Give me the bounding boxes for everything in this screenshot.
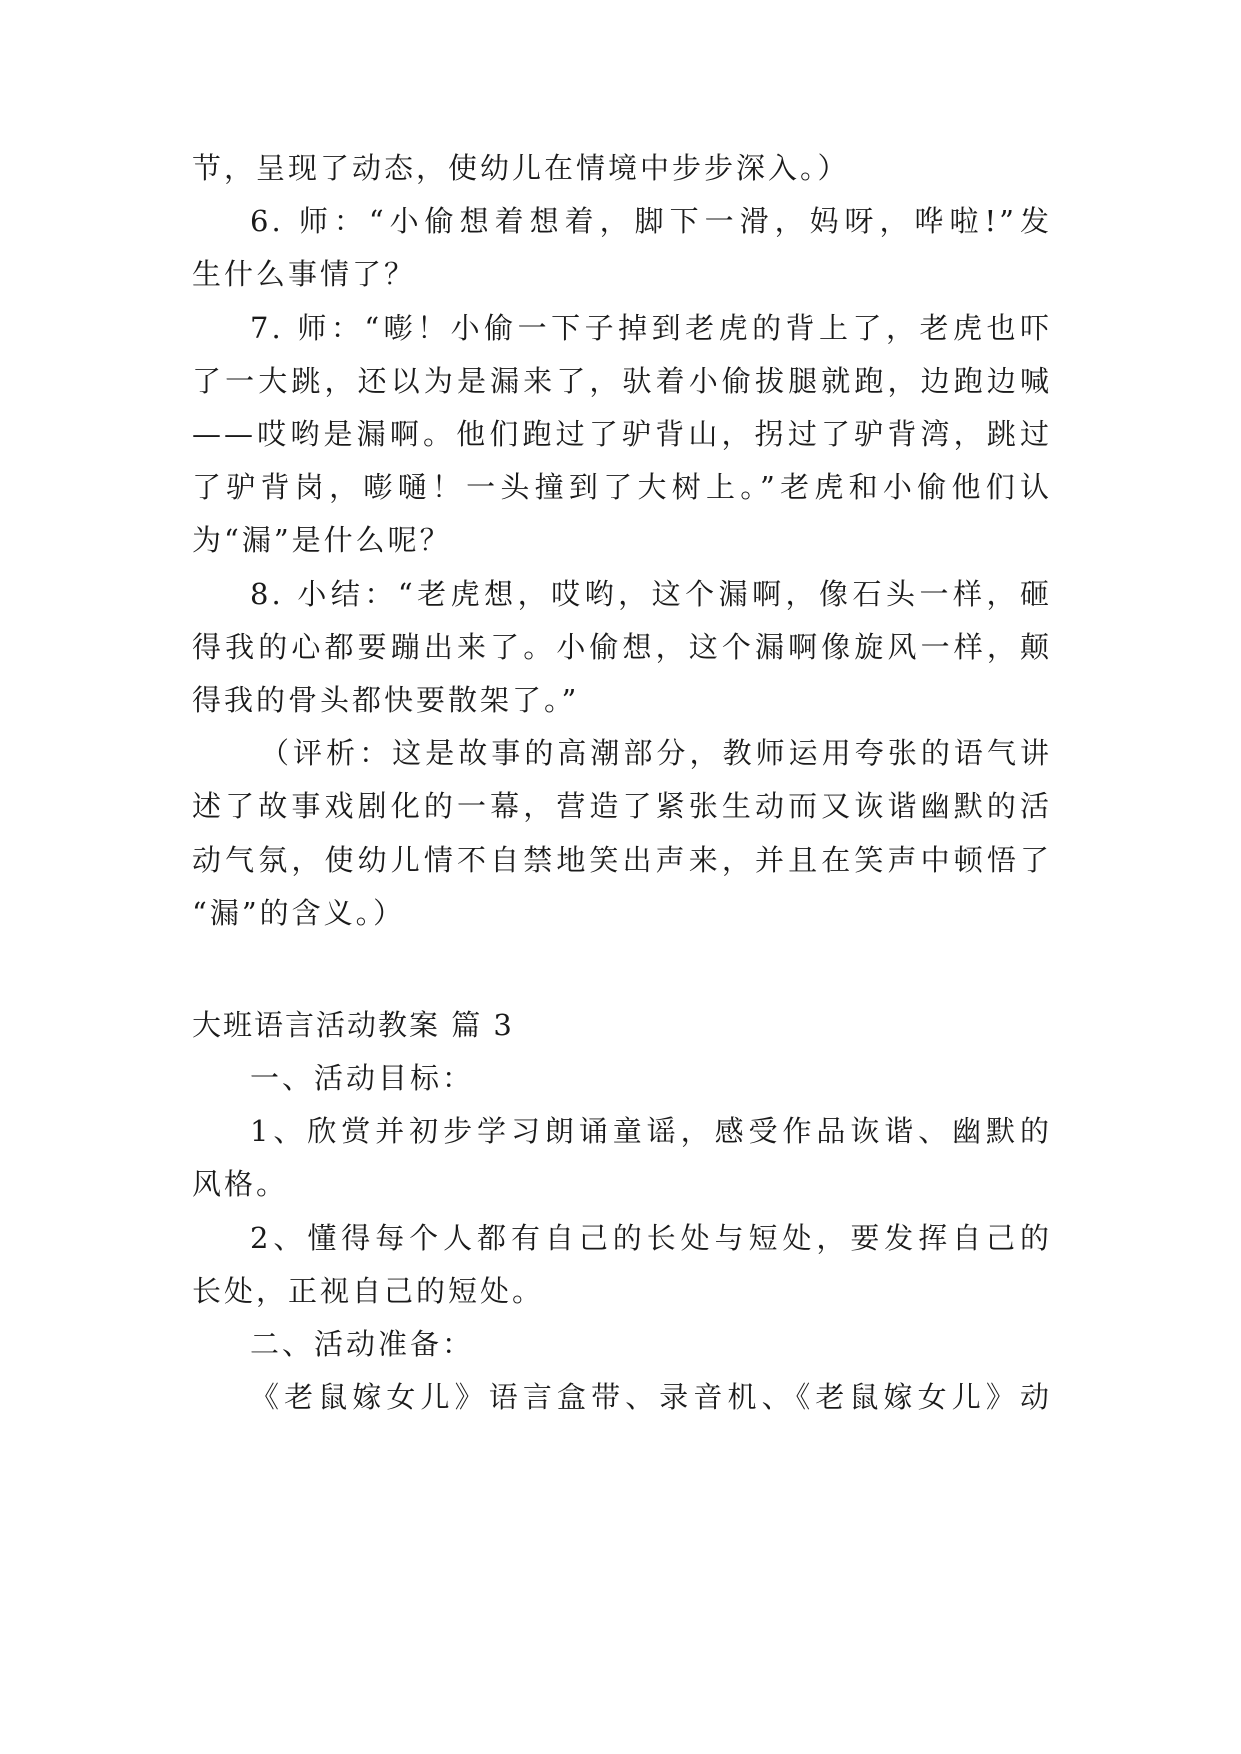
text-line: 了驴背岗，嘭嗵！一头撞到了大树上。”老虎和小偷他们认: [192, 470, 1052, 504]
text-line: 8. 小结：“老虎想，哎哟，这个漏啊，像石头一样，砸: [250, 577, 1052, 611]
text-line: 7. 师：“嘭！小偷一下子掉到老虎的背上了，老虎也吓: [250, 311, 1052, 345]
text-line: 了一大跳，还以为是漏来了，驮着小偷拔腿就跑，边跑边喊: [192, 364, 1052, 398]
text-line: 动气氛，使幼儿情不自禁地笑出声来，并且在笑声中顿悟了: [192, 843, 1052, 877]
text-line: 长处，正视自己的短处。: [192, 1274, 545, 1308]
text-line: “漏”的含义。）: [192, 896, 406, 930]
section-title: 大班语言活动教案 篇 3: [192, 1008, 514, 1042]
text-line: 风格。: [192, 1167, 289, 1201]
text-line: 1、欣赏并初步学习朗诵童谣，感受作品诙谐、幽默的: [250, 1114, 1052, 1148]
text-line: （评析：这是故事的高潮部分，教师运用夸张的语气讲: [260, 736, 1052, 770]
text-line: 得我的心都要蹦出来了。小偷想，这个漏啊像旋风一样，颠: [192, 630, 1052, 664]
text-line: 生什么事情了？: [192, 257, 417, 291]
text-line: ——哎哟是漏啊。他们跑过了驴背山，拐过了驴背湾，跳过: [192, 417, 1052, 451]
text-line: 为“漏”是什么呢？: [192, 523, 452, 557]
text-line: 《老鼠嫁女儿》语言盒带、录音机、《老鼠嫁女儿》动: [250, 1380, 1052, 1414]
text-line: 一、活动目标：: [250, 1061, 475, 1095]
text-line: 2、懂得每个人都有自己的长处与短处，要发挥自己的: [250, 1221, 1052, 1255]
text-line: 节，呈现了动态，使幼儿在情境中步步深入。）: [192, 151, 850, 185]
text-line: 二、活动准备：: [250, 1327, 475, 1361]
text-line: 得我的骨头都快要散架了。”: [192, 683, 580, 717]
text-line: 述了故事戏剧化的一幕，营造了紧张生动而又诙谐幽默的活: [192, 789, 1052, 823]
text-line: 6. 师：“小偷想着想着，脚下一滑，妈呀，哗啦!”发: [250, 204, 1052, 238]
